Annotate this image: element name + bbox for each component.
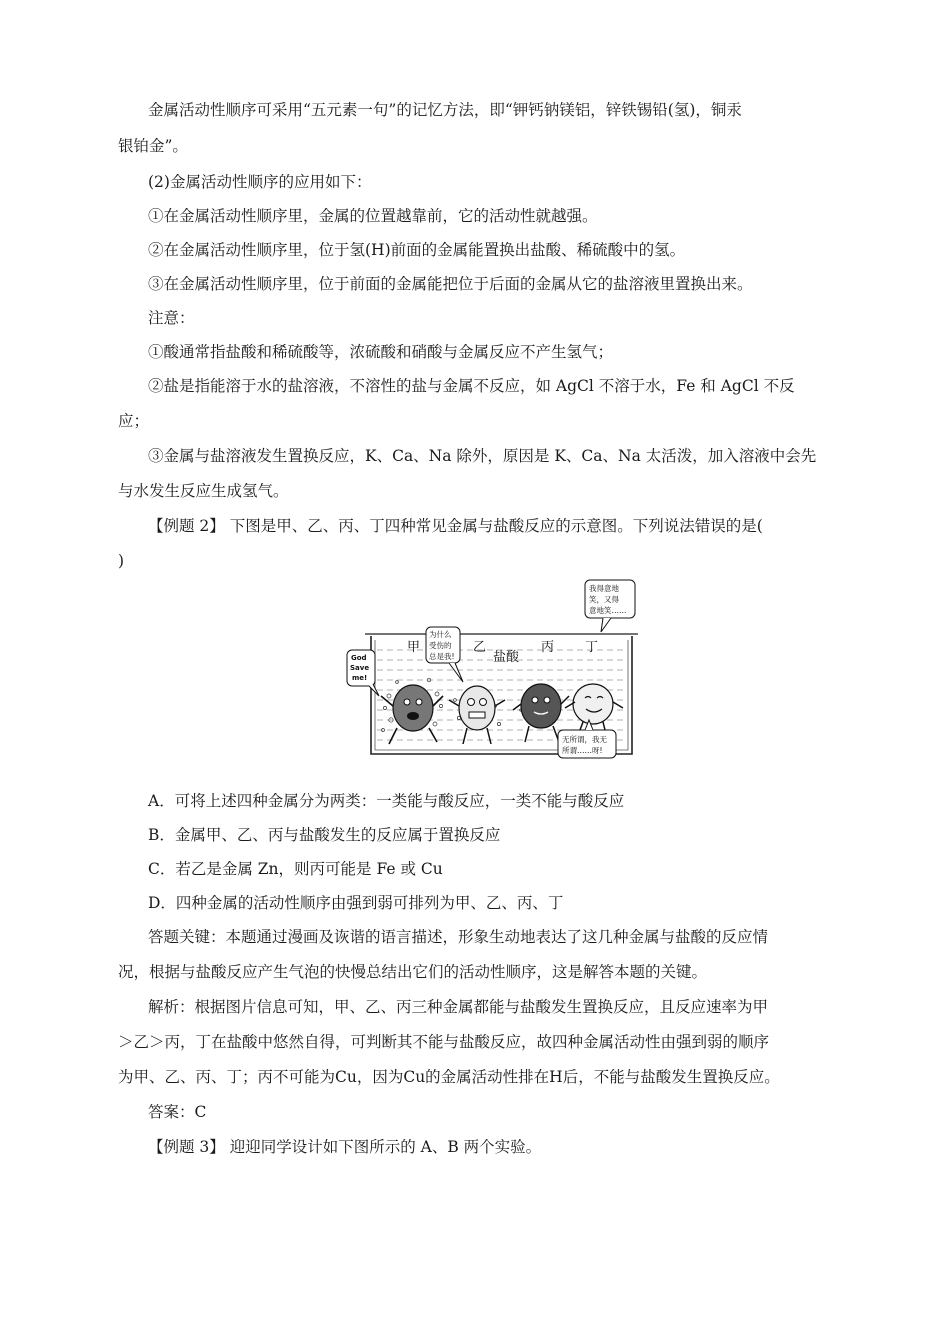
paragraph-line: ①酸通常指盐酸和稀硫酸等，浓硫酸和硝酸与金属反应不产生氢气； <box>148 343 614 361</box>
speech-bubble-god <box>347 650 379 696</box>
svg-text:Save: Save <box>350 664 370 672</box>
paragraph-line: 况，根据与盐酸反应产生气泡的快慢总结出它们的活动性顺序，这是解答本题的关键。 <box>118 963 708 981</box>
svg-text:受伤的: 受伤的 <box>429 641 452 650</box>
paragraph-line: 金属活动性顺序可采用“五元素一句”的记忆方法，即“钾钙钠镁铝，锌铁锡铅(氢)，铜汞 <box>148 101 742 119</box>
paragraph-line: 应； <box>118 412 150 430</box>
paragraph-line: ) <box>118 552 125 570</box>
example-heading: 【例题 2】 下图是甲、乙、丙、丁四种常见金属与盐酸反应的示意图。下列说法错误的是( <box>148 517 763 535</box>
paragraph-line: 与水发生反应生成氢气。 <box>118 482 289 500</box>
option-b: B．金属甲、乙、丙与盐酸发生的反应属于置换反应 <box>148 826 501 844</box>
paragraph-line: ＞乙＞丙，丁在盐酸中悠然自得，可判断其不能与盐酸反应，故四种金属活动性由强到弱的顺序 <box>118 1033 770 1051</box>
svg-text:我得意地: 我得意地 <box>589 584 619 593</box>
svg-text:所谓……呀!: 所谓……呀! <box>562 746 603 755</box>
svg-text:me!: me! <box>352 674 368 682</box>
svg-text:无所谓，我无: 无所谓，我无 <box>562 735 607 744</box>
example-heading: 【例题 3】 迎迎同学设计如下图所示的 A、B 两个实验。 <box>148 1138 542 1156</box>
paragraph-line: (2)金属活动性顺序的应用如下： <box>148 173 372 191</box>
option-a: A．可将上述四种金属分为两类：一类能与酸反应，一类不能与酸反应 <box>148 792 625 810</box>
label-ding: 丁 <box>585 640 599 655</box>
paragraph-line: ③金属与盐溶液发生置换反应，K、Ca、Na 除外，原因是 K、Ca、Na 太活泼，加入溶液中会先 <box>148 447 817 465</box>
paragraph-line: 解析：根据图片信息可知，甲、乙、丙三种金属都能与盐酸发生置换反应，且反应速率为甲 <box>148 998 769 1016</box>
metal-jia-character <box>381 685 443 744</box>
label-bing: 丙 <box>541 640 555 655</box>
speech-bubble-why <box>426 627 463 682</box>
label-jia: 甲 <box>407 640 421 655</box>
svg-text:总是我!: 总是我! <box>429 652 455 661</box>
paragraph-line: 注意： <box>148 309 195 327</box>
option-d: D．四种金属的活动性顺序由强到弱可排列为甲、乙、丙、丁 <box>148 894 564 912</box>
paragraph-line: ①在金属活动性顺序里，金属的位置越靠前，它的活动性就越强。 <box>148 207 598 225</box>
speech-bubble-fine <box>558 720 616 758</box>
svg-text:意地笑……: 意地笑…… <box>589 606 627 615</box>
paragraph-line: ③在金属活动性顺序里，位于前面的金属能把位于后面的金属从它的盐溶液里置换出来。 <box>148 275 753 293</box>
paragraph-line: ②在金属活动性顺序里，位于氢(H)前面的金属能置换出盐酸、稀硫酸中的氢。 <box>148 241 686 259</box>
label-acid: 盐酸 <box>493 650 520 665</box>
paragraph-line: 为甲、乙、丙、丁；丙不可能为Cu，因为Cu的金属活动性排在H后，不能与盐酸发生置换反应。 <box>118 1068 780 1086</box>
speech-bubble-proud <box>585 580 635 632</box>
answer-line: 答案：C <box>148 1103 207 1121</box>
option-c: C．若乙是金属 Zn，则丙可能是 Fe 或 Cu <box>148 860 443 878</box>
svg-text:笑，又得: 笑，又得 <box>589 595 619 604</box>
metal-yi-character <box>449 686 505 744</box>
paragraph-line: 答题关键：本题通过漫画及诙谐的语言描述，形象生动地表达了这几种金属与盐酸的反应情 <box>148 928 769 946</box>
svg-text:为什么: 为什么 <box>429 630 452 639</box>
paragraph-line: 银铂金”。 <box>118 137 188 155</box>
svg-text:God: God <box>351 654 367 662</box>
metals-acid-cartoon <box>345 578 645 760</box>
paragraph-line: ②盐是指能溶于水的盐溶液，不溶性的盐与金属不反应，如 AgCl 不溶于水，Fe 和 AgCl 不反 <box>148 377 795 395</box>
label-yi: 乙 <box>473 640 487 655</box>
